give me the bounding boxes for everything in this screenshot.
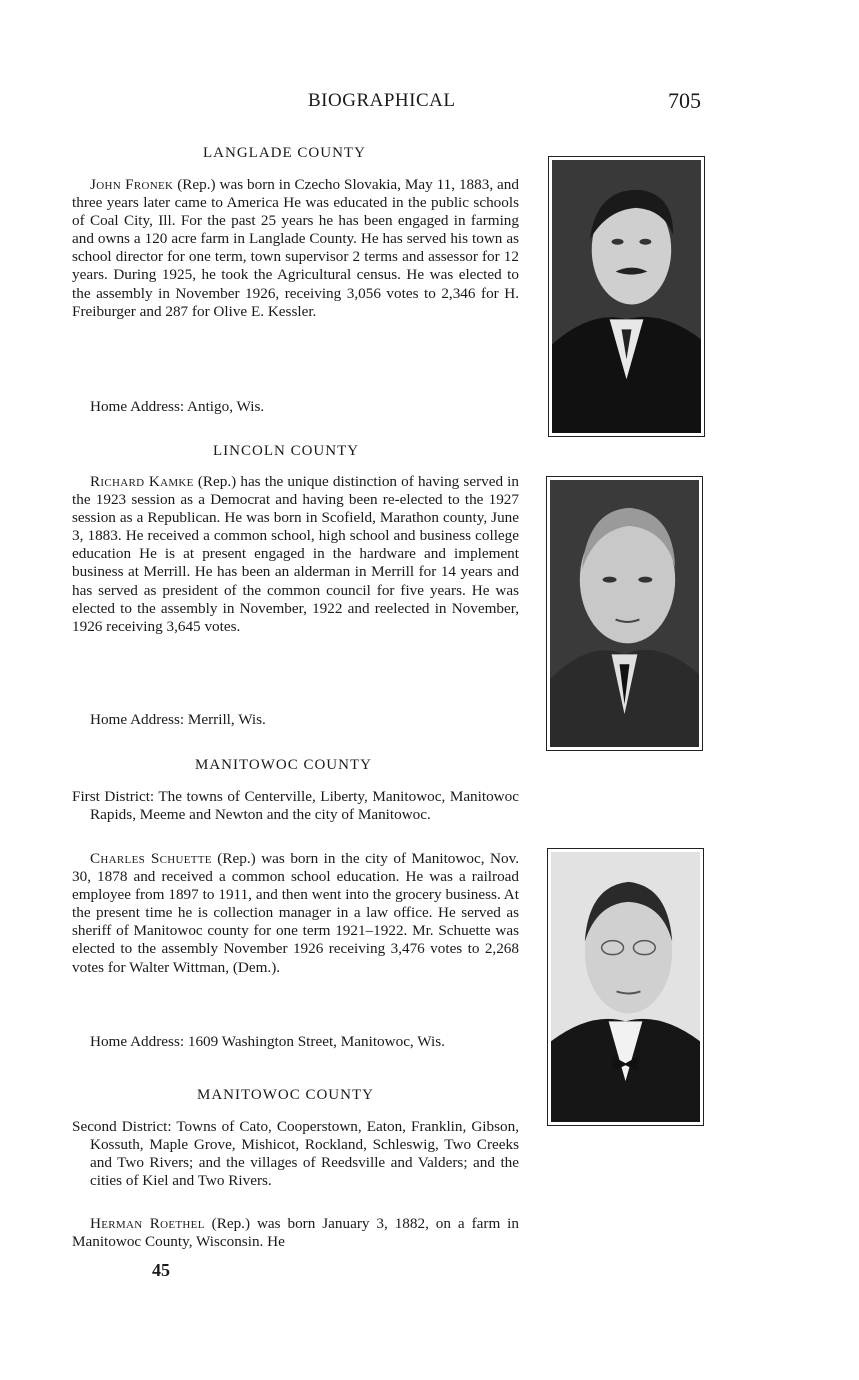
bio-text: (Rep.) has the unique distinction of having served in the 1923 session as a Democrat and having been re-elected to the 1927 session as a Republican. He was born in Scofield, Marathon county, June 3, 1883. He received a common school, high school and business college education He is at present engaged in the hardware and implement business at Merrill. He has been an alderman in Merrill for 14 years and has served as president of the common council for five years. He was elected to the assembly in November, 1922 and reelected in November, 1926 receiving 3,645 votes.: [72, 473, 519, 635]
section-heading-langlade: LANGLADE COUNTY: [203, 145, 366, 161]
bio-paragraph-roethel: [72, 1215, 519, 1251]
section-heading-lincoln: LINCOLN COUNTY: [213, 443, 360, 459]
home-address: Home Address: 1609 Washington Street, Manitowoc, Wis.: [90, 1033, 445, 1050]
section-heading-manitowoc-second: MANITOWOC COUNTY: [197, 1087, 374, 1103]
signature-mark: 45: [152, 1260, 170, 1280]
district-description: First District: The towns of Centerville, Liberty, Manitowoc, Manitowoc Rapids, Meeme and Newton and the city of Manitowoc.: [72, 788, 519, 824]
member-name: Charles Schuette: [90, 850, 212, 867]
bio-paragraph-fronek: [72, 176, 519, 390]
page-header-title: BIOGRAPHICAL: [308, 90, 456, 111]
bio-text: (Rep.) was born January 3, 1882, on a farm in Manitowoc County, Wisconsin. He: [72, 1215, 519, 1251]
bio-text: (Rep.) was born in Czecho Slovakia, May 11, 1883, and three years later came to America He was educated in the public schools of Coal City, Ill. For the past 25 years he has been engaged in farming and owns a 120 acre farm in Langlade County. He has served his town as school director for one term, town supervisor 2 terms and assessor for 12 years. During 1925, he took the Agricultural census. He was elected to the assembly in November 1926, receiving 3,056 votes to 2,346 for H. Freiburger and 287 for Olive E. Kessler.: [72, 176, 519, 320]
portrait-photo-icon: [548, 156, 705, 437]
home-address: Home Address: Merrill, Wis.: [90, 711, 266, 728]
member-name: Herman Roethel: [90, 1215, 205, 1232]
member-name: John Fronek: [90, 176, 174, 193]
portrait-photo-icon: [547, 848, 704, 1126]
bio-text: (Rep.) was born in the city of Manitowoc, Nov. 30, 1878 and received a common school education. He was a railroad employee from 1897 to 1911, and then went into the grocery business. At the present time he is collection manager in a law office. He served as sheriff of Manitowoc county for one term 1921–1922. Mr. Schuette was elected to the assembly November 1926 receiving 3,476 votes to 2,268 votes for Walter Wittman, (Dem.).: [72, 850, 519, 976]
portrait-photo-icon: [546, 476, 703, 751]
member-name: Richard Kamke: [90, 473, 194, 490]
home-address: Home Address: Antigo, Wis.: [90, 398, 265, 415]
bio-paragraph-schuette: [72, 850, 519, 1028]
bio-paragraph-kamke: [72, 473, 519, 708]
district-description: Second District: Towns of Cato, Cooperstown, Eaton, Franklin, Gibson, Kossuth, Maple Grove, Mishicot, Rockland, Schleswig, Two Creeks and Two Rivers; and the villages of Reedsville and Valders; and the cities of Kiel and Two Rivers.: [72, 1118, 519, 1190]
section-heading-manitowoc-first: MANITOWOC COUNTY: [195, 757, 372, 773]
page-number: 705: [668, 88, 701, 113]
